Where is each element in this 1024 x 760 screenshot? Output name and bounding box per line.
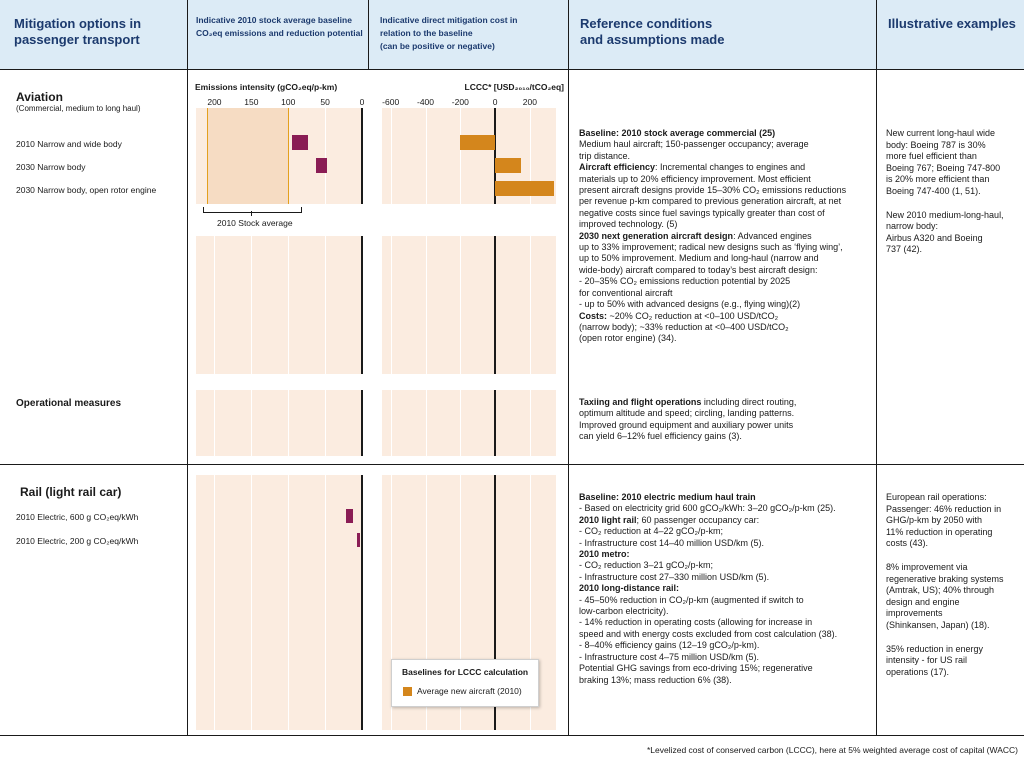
lccc-zero-line <box>494 390 496 456</box>
text-line <box>579 231 871 242</box>
emissions-zero-line <box>361 108 363 204</box>
lccc-gridline <box>426 390 427 456</box>
emissions-gridline <box>325 475 326 730</box>
header-rule <box>0 69 1024 70</box>
text-run: - Based on electricity grid 600 gCO₂/kWh: 3–20 gCO₂/p-km (25). <box>579 503 836 514</box>
bold-run: Baseline: 2010 electric medium haul train <box>579 492 756 502</box>
column-divider <box>568 0 569 736</box>
text-run: - up to 50% with advanced designs (e.g., flying wing)(2) <box>579 299 801 310</box>
text-line <box>579 128 871 139</box>
stock-average-label: 2010 Stock average <box>217 218 293 228</box>
text-run: up to 33% improvement; radical new designs such as ‘flying wing’, <box>579 242 843 253</box>
example-line: Boeing 767; Boeing 747-800 <box>886 162 1001 173</box>
example-line: costs (43). <box>886 538 929 549</box>
text-run: - CO₂ reduction 3–21 gCO₂/p-km; <box>579 560 714 571</box>
lccc-gridline <box>530 390 531 456</box>
bold-run: 2010 long-distance rail: <box>579 583 680 594</box>
row-label-open-rotor-2030: 2030 Narrow body, open rotor engine <box>16 185 157 195</box>
example-line: (Shinkansen, Japan) (18). <box>886 619 990 630</box>
legend-title: Baselines for LCCC calculation <box>402 667 529 677</box>
text-line <box>579 219 871 230</box>
bold-run: Aircraft efficiency <box>579 162 656 173</box>
example-line: 35% reduction in energy <box>886 643 984 654</box>
row-label-narrow-2030: 2030 Narrow body <box>16 162 86 172</box>
example-line: Airbus A320 and Boeing <box>886 232 983 243</box>
text-run: - 14% reduction in operating costs (allowing for increase in <box>579 617 813 628</box>
text-line <box>579 185 871 196</box>
lccc-tick-label: 0 <box>492 97 498 107</box>
example-line: is 20% more efficient than <box>886 174 990 185</box>
row-label-narrow-wide-2010: 2010 Narrow and wide body <box>16 139 122 149</box>
text-run: low-carbon electricity). <box>579 606 669 617</box>
text-line <box>579 572 871 583</box>
stock-average-band <box>207 108 288 204</box>
text-line <box>579 288 871 299</box>
row-label-rail-600: 2010 Electric, 600 g CO₂eq/kWh <box>16 512 139 522</box>
lccc-tick-label: -600 <box>382 97 400 107</box>
text-run: : Incremental changes to engines and <box>655 162 806 173</box>
text-run: for conventional aircraft <box>579 287 673 298</box>
text-line <box>579 242 871 253</box>
text-line <box>579 617 871 628</box>
text-line <box>579 538 871 549</box>
example-line: more fuel efficient than <box>886 151 977 162</box>
text-run: speed and with energy costs excluded from cost calculation (38). <box>579 628 838 639</box>
row-label-rail-200: 2010 Electric, 200 g CO₂eq/kWh <box>16 536 139 546</box>
bold-run: 2010 metro: <box>579 549 630 560</box>
text-line <box>579 431 871 442</box>
example-line: (Amtrak, US); 40% through <box>886 585 995 596</box>
emissions-zero-line <box>361 475 363 730</box>
text-run: per revenue p-km compared to previous generation aircraft, at net <box>579 196 842 207</box>
text-run: - Infrastructure cost 14–40 million USD/km (5). <box>579 537 765 548</box>
emissions-bar <box>292 135 308 150</box>
bold-run: 2030 next generation aircraft design <box>579 230 734 241</box>
example-line: New 2010 medium-long-haul, <box>886 209 1004 220</box>
emissions-bar <box>346 509 353 523</box>
example-line: Passenger: 46% reduction in <box>886 503 1002 514</box>
text-line <box>579 595 871 606</box>
text-run: (open rotor engine) (34). <box>579 333 677 344</box>
text-run: wide-body) aircraft compared to today’s best aircraft design: <box>579 264 818 275</box>
emissions-gridline <box>214 236 215 374</box>
text-line <box>579 265 871 276</box>
aviation-reference-text <box>579 128 871 345</box>
text-line <box>579 560 871 571</box>
text-line <box>579 675 871 686</box>
text-run: improved technology. (5) <box>579 219 678 230</box>
rail-reference-text <box>579 492 871 686</box>
emissions-panel-rail <box>196 475 362 730</box>
lccc-gridline <box>460 390 461 456</box>
text-run: - Infrastructure cost 4–75 million USD/km (5). <box>579 651 760 662</box>
emissions-gridline <box>251 475 252 730</box>
emissions-gridline <box>214 475 215 730</box>
header-col-reference: Reference conditions and assumptions made <box>580 16 725 47</box>
column-divider <box>187 0 188 736</box>
stock-average-edge <box>207 108 208 204</box>
text-line <box>579 151 871 162</box>
emissions-gridline <box>251 236 252 374</box>
section-rule <box>0 464 1024 465</box>
bold-run: Baseline: 2010 stock average commercial (25) <box>579 128 776 138</box>
emissions-tick-label: 200 <box>207 97 222 107</box>
rail-examples-text <box>886 492 1020 678</box>
text-line <box>579 515 871 526</box>
text-line <box>579 208 871 219</box>
header-col-emissions: Indicative 2010 stock average baseline CO₂eq emissions and reduction potential <box>196 15 363 38</box>
text-line <box>579 253 871 264</box>
lccc-tick-label: -200 <box>451 97 469 107</box>
text-run: ~20% CO₂ reduction at <0–100 USD/tCO₂ <box>607 310 779 321</box>
aviation-subtitle: (Commercial, medium to long haul) <box>16 104 141 113</box>
example-line <box>886 550 1020 562</box>
emissions-axis-label: Emissions intensity (gCO₂eq/p-km) <box>195 82 338 92</box>
text-line <box>579 162 871 173</box>
text-line <box>579 526 871 537</box>
text-run: can yield 6–12% fuel efficiency gains (3). <box>579 431 742 442</box>
lccc-gridline <box>391 108 392 204</box>
text-line <box>579 333 871 344</box>
text-run: optimum altitude and speed; circling, landing patterns. <box>579 408 795 419</box>
example-line <box>886 198 1020 210</box>
example-line: New current long-haul wide <box>886 128 996 138</box>
lccc-axis-label: LCCC* [USD₂₀₁₀/tCO₂eq] <box>464 82 564 92</box>
emissions-gridline <box>214 390 215 456</box>
text-line <box>579 652 871 663</box>
text-line <box>579 311 871 322</box>
lccc-gridline <box>460 236 461 374</box>
example-line: GHG/p-km by 2050 with <box>886 515 983 526</box>
text-line <box>579 196 871 207</box>
text-run: negative costs since fuel savings typically greater than cost of <box>579 207 825 218</box>
lccc-gridline <box>426 108 427 204</box>
lccc-gridline <box>391 390 392 456</box>
lccc-bar <box>460 135 495 150</box>
text-run: Improved ground equipment and auxiliary power units <box>579 419 794 430</box>
emissions-bar <box>357 533 360 547</box>
text-line <box>579 397 871 408</box>
text-run: : Advanced engines <box>733 230 812 241</box>
text-line <box>579 640 871 651</box>
header-col-examples: Illustrative examples <box>888 16 1016 31</box>
lccc-bar <box>495 158 521 173</box>
table-bottom-rule <box>0 735 1024 736</box>
stock-average-bracket <box>203 207 302 213</box>
example-line: design and engine <box>886 596 960 607</box>
emissions-tick-label: 100 <box>281 97 296 107</box>
bold-run: Costs: <box>579 310 608 321</box>
example-line: body: Boeing 787 is 30% <box>886 139 986 150</box>
lccc-bar <box>495 181 554 196</box>
lccc-gridline <box>460 108 461 204</box>
emissions-tick-label: 50 <box>320 97 330 107</box>
example-line: 737 (42). <box>886 244 923 255</box>
lccc-tick-label: 200 <box>522 97 537 107</box>
operational-measures-title: Operational measures <box>16 398 122 409</box>
text-line <box>579 606 871 617</box>
text-run: - CO₂ reduction at 4–22 gCO₂/p-km; <box>579 526 724 537</box>
emissions-zero-line <box>361 390 363 456</box>
text-line <box>579 408 871 419</box>
lccc-legend <box>391 659 539 707</box>
text-run: - 20–35% CO₂ emissions reduction potential by 2025 <box>579 276 791 287</box>
emissions-panel-aviation-empty <box>196 236 362 374</box>
emissions-zero-line <box>361 236 363 374</box>
lccc-zero-line <box>494 236 496 374</box>
text-line <box>579 299 871 310</box>
text-line <box>579 492 871 503</box>
text-line <box>579 322 871 333</box>
header-col-options: Mitigation options in passenger transport <box>14 16 142 47</box>
example-line: Boeing 747-400 (1, 51). <box>886 185 981 196</box>
stock-average-edge <box>288 108 289 204</box>
example-line: operations (17). <box>886 666 950 677</box>
example-line <box>886 632 1020 644</box>
rail-title: Rail (light rail car) <box>20 485 122 499</box>
emissions-tick-label: 0 <box>359 97 365 107</box>
text-run: ; 60 passenger occupancy car: <box>636 514 760 525</box>
text-line <box>579 503 871 514</box>
example-line: European rail operations: <box>886 492 987 502</box>
stock-average-bracket-tick <box>251 211 252 216</box>
text-line <box>579 663 871 674</box>
operational-reference-text <box>579 397 871 443</box>
text-run: - 45–50% reduction in CO₂/p-km (augmented if switch to <box>579 594 804 605</box>
text-run: - Infrastructure cost 27–330 million USD/km (5). <box>579 571 770 582</box>
lccc-gridline <box>391 236 392 374</box>
aviation-title: Aviation <box>16 90 63 104</box>
text-line <box>579 174 871 185</box>
emissions-gridline <box>288 475 289 730</box>
emissions-tick-label: 150 <box>244 97 259 107</box>
legend-item: Average new aircraft (2010) <box>417 686 522 696</box>
emissions-gridline <box>288 236 289 374</box>
example-line: 11% reduction in operating <box>886 526 993 537</box>
example-line: regenerative braking systems <box>886 573 1004 584</box>
text-run: present aircraft designs provide 15–30% CO₂ emissions reductions <box>579 185 847 196</box>
emissions-panel-operational <box>196 390 362 456</box>
text-run: - 8–40% efficiency gains (12–19 gCO₂/p-km). <box>579 640 760 651</box>
legend-swatch <box>403 687 412 696</box>
emissions-gridline <box>325 236 326 374</box>
lccc-gridline <box>426 236 427 374</box>
text-line <box>579 583 871 594</box>
text-run: (narrow body); ~33% reduction at <0–400 USD/tCO₂ <box>579 321 789 332</box>
text-run: braking 13%; mass reduction 6% (38). <box>579 674 732 685</box>
text-run: trip distance. <box>579 150 631 161</box>
bold-run: Taxiing and flight operations <box>579 397 702 407</box>
emissions-gridline <box>288 390 289 456</box>
emissions-gridline <box>325 390 326 456</box>
emissions-bar <box>316 158 327 173</box>
example-line: intensity - for US rail <box>886 655 968 666</box>
text-run: Medium haul aircraft; 150-passenger occupancy; average <box>579 139 809 150</box>
header-col-cost: Indicative direct mitigation cost in relation to the baseline (can be positive or negative) <box>380 15 518 51</box>
footnote: *Levelized cost of conserved carbon (LCCC), here at 5% weighted average cost of capital (WACC) <box>646 745 1018 755</box>
example-line: narrow body: <box>886 221 939 232</box>
lccc-gridline <box>530 236 531 374</box>
text-line <box>579 139 871 150</box>
lccc-tick-label: -400 <box>416 97 434 107</box>
example-line: improvements <box>886 608 943 619</box>
example-line: 8% improvement via <box>886 561 968 572</box>
text-line <box>579 629 871 640</box>
text-run: including direct routing, <box>701 397 797 407</box>
bold-run: 2010 light rail <box>579 514 637 525</box>
text-line <box>579 420 871 431</box>
emissions-gridline <box>251 390 252 456</box>
text-run: up to 50% improvement. Medium and long-haul (narrow and <box>579 253 819 264</box>
text-run: materials up to 20% efficiency improvement. Most efficient <box>579 173 811 184</box>
text-line <box>579 549 871 560</box>
column-divider <box>368 0 369 70</box>
column-divider <box>876 0 877 736</box>
text-run: Potential GHG savings from eco-driving 15%; regenerative <box>579 663 813 674</box>
emissions-gridline <box>325 108 326 204</box>
text-line <box>579 276 871 287</box>
aviation-examples-text <box>886 128 1020 256</box>
